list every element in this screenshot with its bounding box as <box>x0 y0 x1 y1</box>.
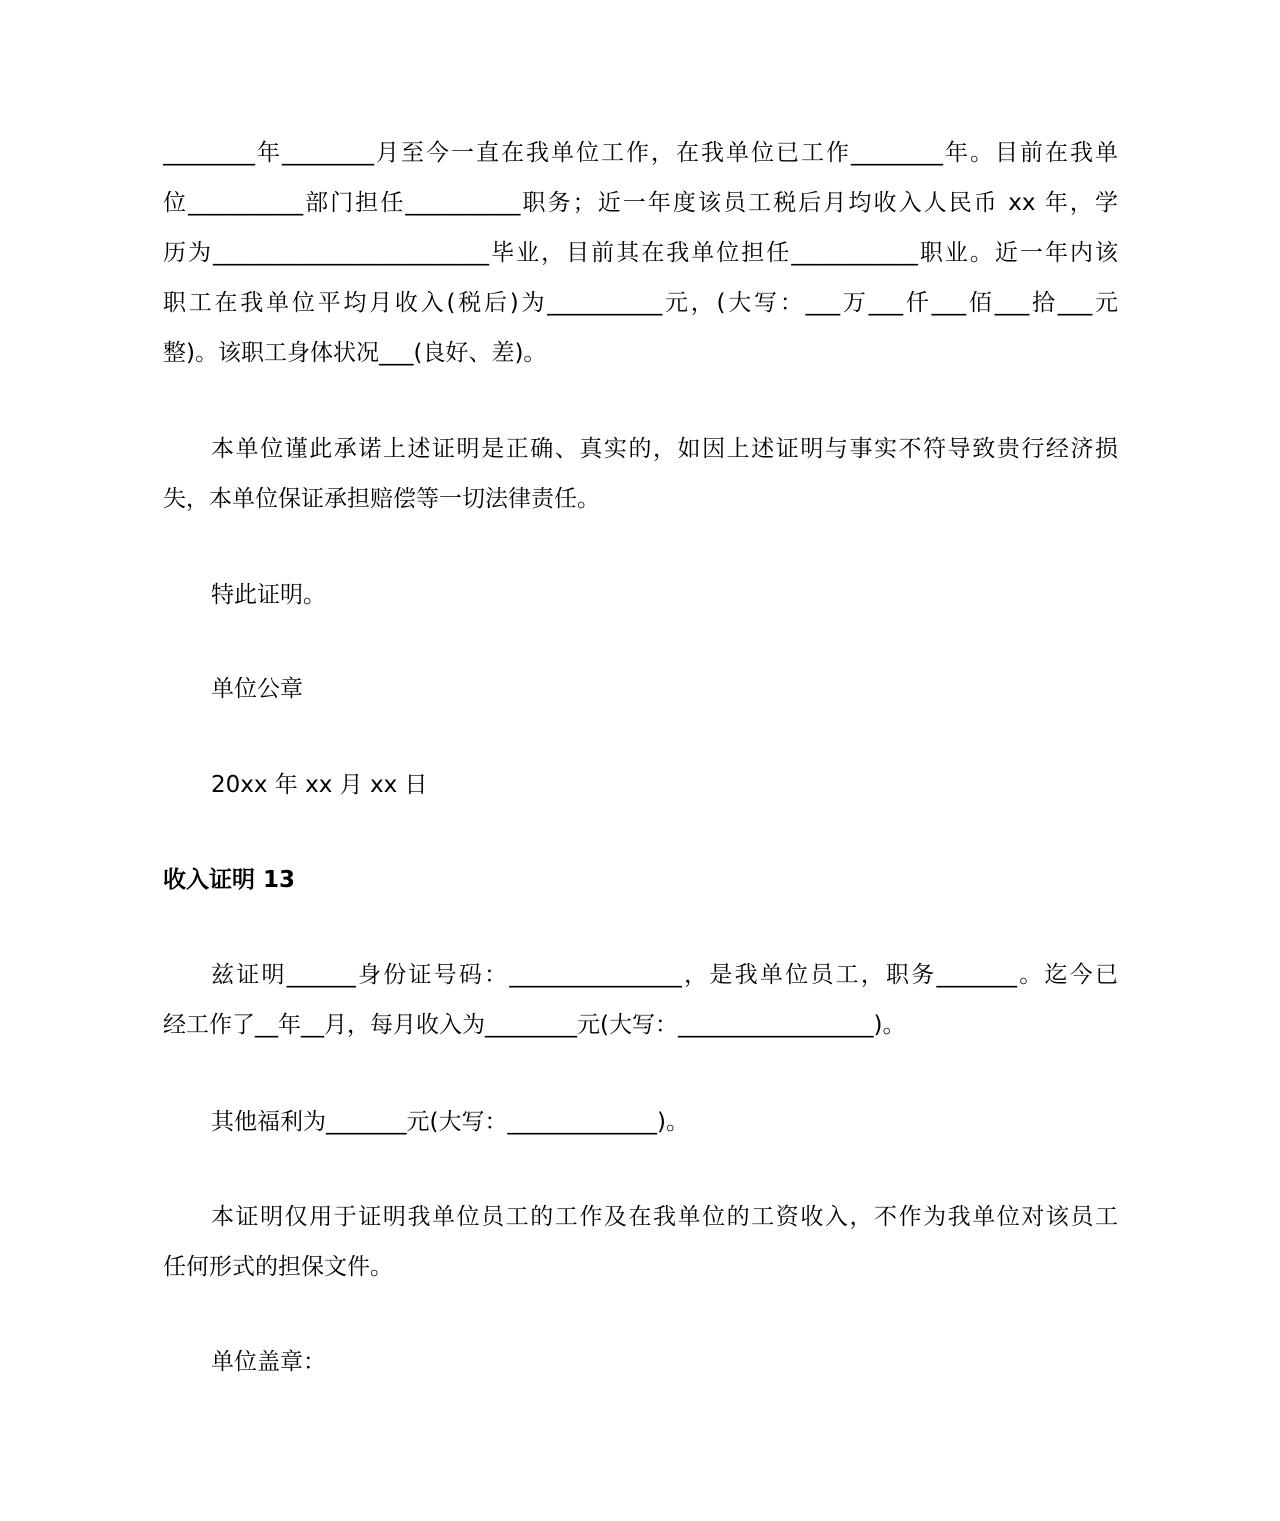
date-text: 20xx 年 xx 月 xx 日 <box>211 772 428 798</box>
paragraph-commitment <box>163 424 1118 524</box>
seal-label: 单位公章 <box>211 676 303 702</box>
paragraph-certification <box>163 950 1118 1050</box>
text-line: ________年________月至今一直在我单位工作，在我单位已工作________年。目前在我单 <box>163 140 1118 166</box>
text-line: 历为________________________毕业，目前其在我单位担任___________职业。近一年内该 <box>163 240 1118 266</box>
certify-text: 特此证明。 <box>211 582 326 608</box>
document-page <box>163 128 1118 1387</box>
section-heading: 收入证明 13 <box>163 867 296 893</box>
paragraph-disclaimer <box>163 1192 1118 1292</box>
text-line: 本证明仅用于证明我单位员工的工作及在我单位的工资收入，不作为我单位对该员工 <box>211 1204 1118 1230</box>
seal-label-2: 单位盖章： <box>211 1349 326 1375</box>
text-line: 兹证明______身份证号码：_______________，是我单位员工，职务_______。迄今已 <box>211 962 1118 988</box>
text-line: 位__________部门担任__________职务；近一年度该员工税后月均收入人民币 xx 年，学 <box>163 190 1118 216</box>
paragraph-employment-info <box>163 128 1118 378</box>
text-line: 本单位谨此承诺上述证明是正确、真实的，如因上述证明与事实不符导致贵行经济损 <box>211 436 1118 462</box>
text-line: 失，本单位保证承担赔偿等一切法律责任。 <box>163 486 600 512</box>
text-line: 任何形式的担保文件。 <box>163 1254 393 1280</box>
text-line: 职工在我单位平均月收入(税后)为__________元，(大写：___万___仟___佰___拾___元 <box>163 290 1118 316</box>
text-line: 整)。该职工身体状况___(良好、差)。 <box>163 340 547 366</box>
text-line: 经工作了__年__月，每月收入为________元(大写：_________________)。 <box>163 1012 906 1038</box>
paragraph-benefits: 其他福利为_______元(大写：_____________)。 <box>211 1109 689 1135</box>
